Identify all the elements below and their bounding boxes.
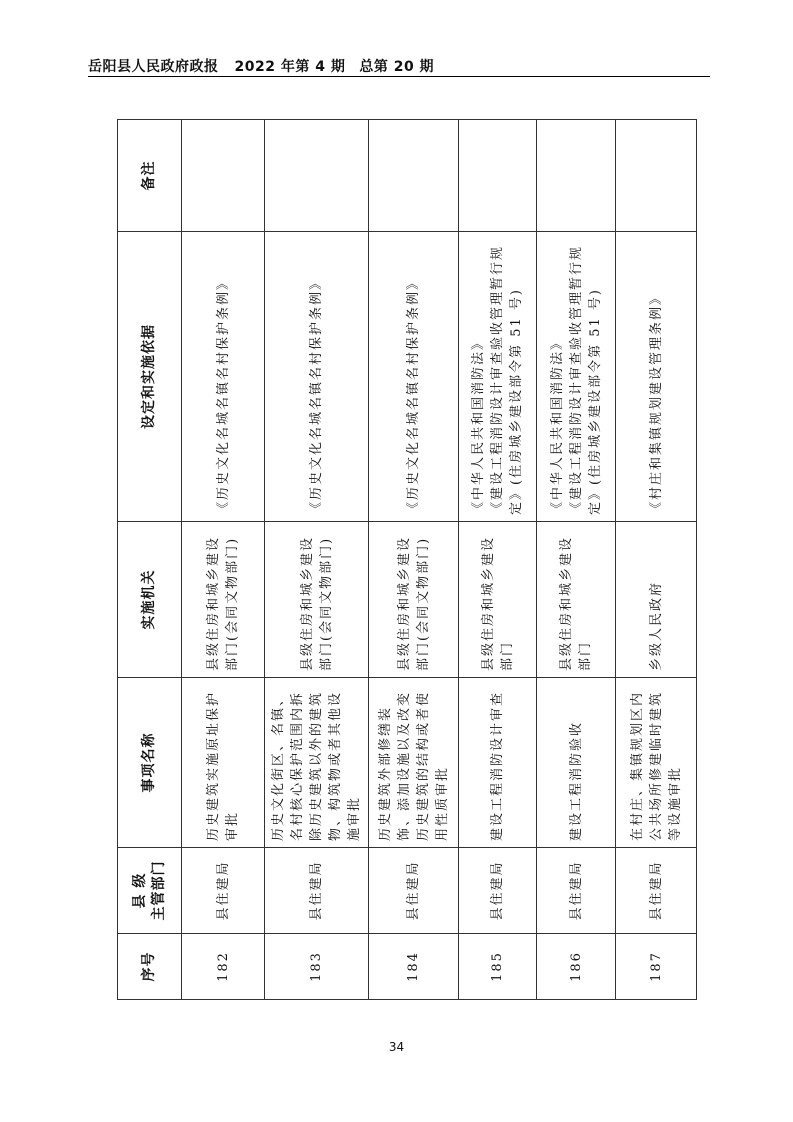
basis-line: 《建设工程消防设计审查验收管理暂行规定》(住房城乡建设部令第 51 号)	[568, 244, 603, 515]
col-basis-header: 设定和实施依据	[118, 232, 182, 522]
col-dept-header-line2: 主管部门	[150, 860, 167, 921]
header-issue: 2022 年第 4 期	[234, 59, 346, 75]
table-row	[182, 120, 265, 1000]
col-dept-header	[118, 848, 182, 934]
row-dept: 县住建局	[265, 848, 369, 934]
row-remark	[182, 120, 265, 232]
page-number: 34	[388, 1040, 405, 1054]
table-row	[537, 120, 616, 1000]
row-remark	[537, 120, 616, 232]
row-dept: 县住建局	[459, 848, 537, 934]
row-seq: 182	[182, 934, 265, 1000]
row-item: 在村庄、集镇规划区内公共场所修建临时建筑等设施审批	[616, 678, 697, 848]
row-remark	[265, 120, 369, 232]
row-seq: 185	[459, 934, 537, 1000]
row-basis	[537, 232, 616, 522]
row-item: 历史建筑实施原址保护审批	[182, 678, 265, 848]
table-row	[459, 120, 537, 1000]
row-dept: 县住建局	[537, 848, 616, 934]
row-seq: 187	[616, 934, 697, 1000]
table-row	[616, 120, 697, 1000]
header-title: 岳阳县人民政府政报	[88, 59, 219, 75]
col-remark-header: 备注	[118, 120, 182, 232]
row-item: 历史文化街区、名镇、名村核心保护范围内拆除历史建筑以外的建筑物、构筑物或者其他设施审批	[265, 678, 369, 848]
row-agency: 乡级人民政府	[616, 522, 697, 678]
row-seq: 184	[369, 934, 459, 1000]
row-agency: 县级住房和城乡建设部门(会同文物部门)	[265, 522, 369, 678]
table-row	[265, 120, 369, 1000]
table-header-row	[118, 120, 182, 1000]
row-remark	[369, 120, 459, 232]
row-seq: 183	[265, 934, 369, 1000]
row-agency: 县级住房和城乡建设部门	[537, 522, 616, 678]
row-basis	[616, 232, 697, 522]
row-item: 历史建筑外部修缮装饰、添加设施以及改变历史建筑的结构或者使用性质审批	[369, 678, 459, 848]
row-agency: 县级住房和城乡建设部门(会同文物部门)	[182, 522, 265, 678]
running-header	[88, 56, 710, 76]
col-dept-header-line1: 县 级	[131, 872, 148, 909]
basis-line: 《中华人民共和国消防法》	[471, 334, 486, 515]
row-agency: 县级住房和城乡建设部门	[459, 522, 537, 678]
basis-line: 《历史文化名城名镇名村保护条例》	[215, 274, 231, 515]
row-basis	[265, 232, 369, 522]
row-basis	[182, 232, 265, 522]
row-agency: 县级住房和城乡建设部门(会同文物部门)	[369, 522, 459, 678]
header-total: 总第 20 期	[359, 59, 435, 75]
approval-items-table	[117, 119, 697, 1000]
row-item: 建设工程消防设计审查	[459, 678, 537, 848]
rotated-table-wrapper	[117, 120, 682, 1000]
row-basis	[459, 232, 537, 522]
basis-line: 《历史文化名城名镇名村保护条例》	[309, 274, 324, 515]
row-dept: 县住建局	[182, 848, 265, 934]
table-row	[369, 120, 459, 1000]
col-agency-header: 实施机关	[118, 522, 182, 678]
col-seq-header: 序号	[118, 934, 182, 1000]
row-seq: 186	[537, 934, 616, 1000]
row-dept: 县住建局	[616, 848, 697, 934]
row-remark	[459, 120, 537, 232]
basis-line: 《历史文化名城名镇名村保护条例》	[406, 274, 421, 515]
header-rule	[88, 76, 710, 77]
row-remark	[616, 120, 697, 232]
row-basis	[369, 232, 459, 522]
basis-line: 《村庄和集镇规划建设管理条例》	[648, 289, 664, 515]
col-item-header: 事项名称	[118, 678, 182, 848]
row-item: 建设工程消防验收	[537, 678, 616, 848]
row-dept: 县住建局	[369, 848, 459, 934]
basis-line: 《建设工程消防设计审查验收管理暂行规定》(住房城乡建设部令第 51 号)	[490, 244, 524, 515]
basis-line: 《中华人民共和国消防法》	[549, 334, 565, 515]
